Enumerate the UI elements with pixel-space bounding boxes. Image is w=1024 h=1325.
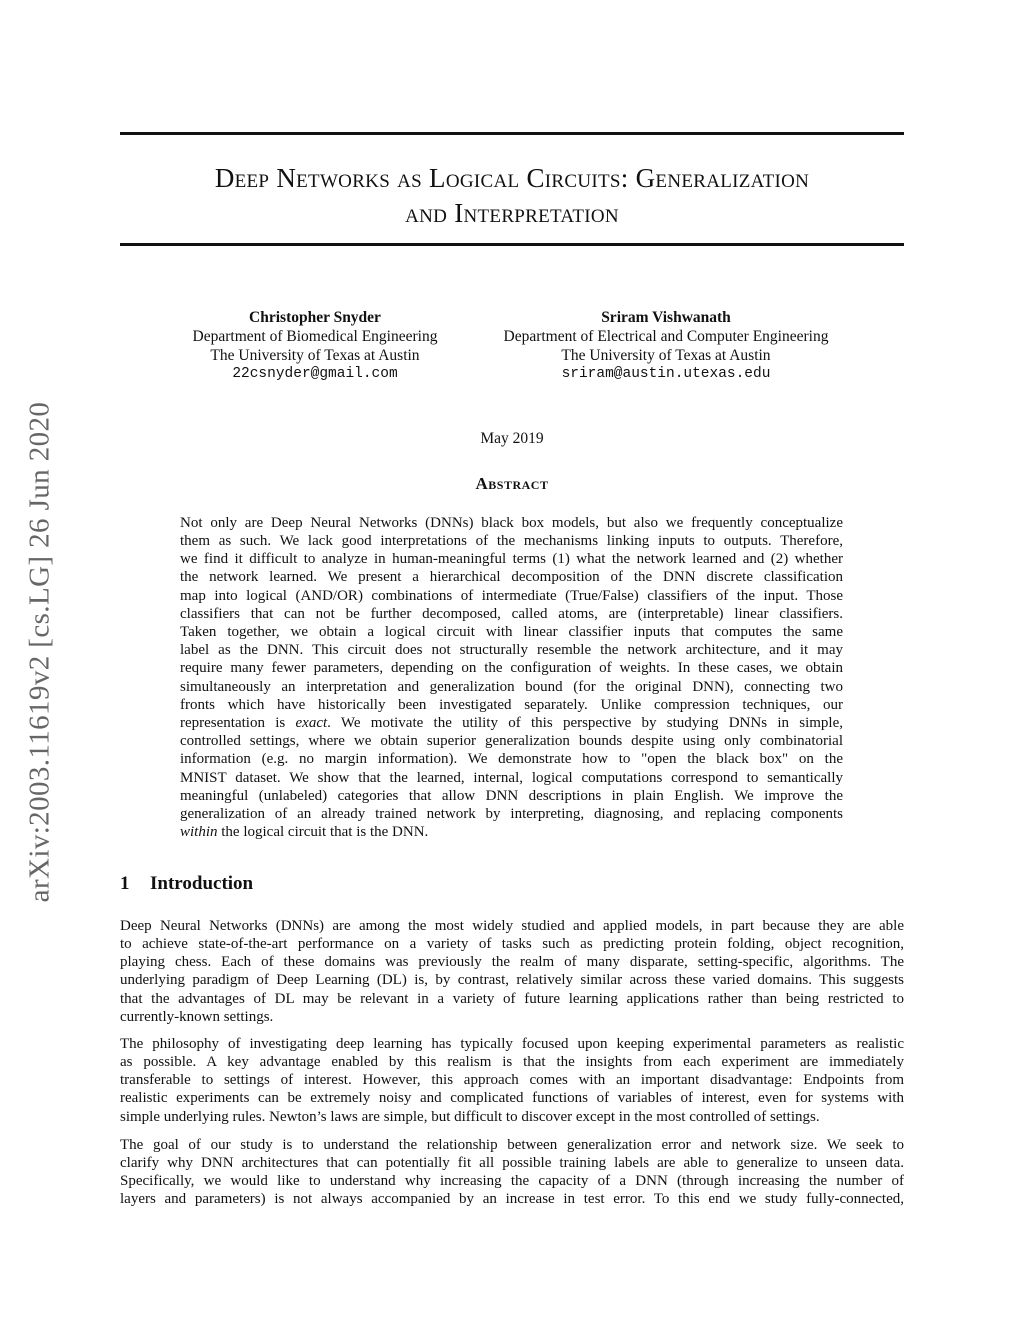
abstract-line: the network learned. We present a hierarchical decomposition of the DNN discrete classification — [180, 569, 843, 585]
author-block-2 — [480, 308, 852, 384]
author-name: Christopher Snyder — [249, 309, 381, 326]
abstract-text: the logical circuit that is the DNN. — [217, 824, 429, 840]
abstract-line: label as the DNN. This circuit does not structurally resemble the network architecture, and it may — [180, 642, 843, 658]
abstract-heading: Abstract — [475, 474, 549, 493]
abstract-text: representation is — [180, 715, 286, 731]
abstract-line: we find it difficult to analyze in human-meaningful terms (1) what the network learned and (2) whether — [180, 551, 843, 567]
section-title: Introduction — [150, 873, 254, 894]
abstract-emphasis: exact — [295, 715, 328, 731]
abstract-line: fronts which have historically been investigated separately. Unlike compression techniques, our — [180, 697, 843, 713]
body-line: playing chess. Each of these domains was previously the realm of many disparate, setting-specific, algorithms. The — [120, 954, 904, 970]
body-line: that the advantages of DL may be relevant in a variety of future learning applications rather than being restricted to — [120, 991, 904, 1007]
abstract-line: information (e.g. no margin information). We demonstrate how to "open the black box" on the — [180, 751, 843, 767]
abstract-line: Not only are Deep Neural Networks (DNNs) black box models, but also we frequently conceptualize — [180, 515, 843, 531]
abstract-line: controlled settings, where we obtain superior generalization bounds despite using only combinatorial — [180, 733, 843, 749]
abstract-line: meaningful (unlabeled) categories that allow DNN descriptions in plain English. We improve the — [180, 788, 843, 804]
paper-title-line-1: Deep Networks as Logical Circuits: Generalization — [214, 163, 810, 193]
abstract-line: MNIST dataset. We show that the learned, internal, logical computations correspond to semantically — [180, 770, 843, 786]
body-line: transferable to settings of interest. However, this approach comes with an important disadvantage: Endpoints from — [120, 1072, 904, 1088]
abstract-line: classifiers that can not be further decomposed, called atoms, are (interpretable) linear classifiers. — [180, 606, 843, 622]
section-number: 1 — [120, 873, 130, 894]
body-line: Specifically, we would like to understand why increasing the capacity of a DNN (through increasing the number of — [120, 1173, 904, 1189]
body-line: realistic experiments can be extremely noisy and complicated functions of variables of interest, even for systems with — [120, 1090, 904, 1106]
abstract-line: map into logical (AND/OR) combinations of intermediate (True/False) classifiers of the input. Those — [180, 588, 843, 604]
title-bottom-rule — [120, 243, 904, 246]
abstract-text: . We motivate the utility of this perspective by studying DNNs in simple, — [327, 715, 843, 731]
author-institution: The University of Texas at Austin — [561, 347, 771, 364]
body-line: clarify why DNN architectures that can potentially fit all possible training labels are able to generalize to unseen data. — [120, 1155, 904, 1171]
title-top-rule — [120, 132, 904, 135]
author-email[interactable]: sriram@austin.utexas.edu — [561, 366, 771, 382]
author-name: Sriram Vishwanath — [601, 309, 731, 326]
body-line: Deep Neural Networks (DNNs) are among the most widely studied and applied models, in part because they are able — [120, 918, 904, 934]
author-department: Department of Electrical and Computer Engineering — [503, 328, 829, 345]
author-department: Department of Biomedical Engineering — [192, 328, 438, 345]
abstract-line: Taken together, we obtain a logical circuit with linear classifier inputs that computes the same — [180, 624, 843, 640]
body-line: layers and parameters) is not always accompanied by an increase in test error. To this end we study fully-connected, — [120, 1191, 904, 1207]
body-line: The goal of our study is to understand the relationship between generalization error and network size. We seek to — [120, 1137, 904, 1153]
arxiv-identifier-stamp: arXiv:2003.11619v2 [cs.LG] 26 Jun 2020 — [23, 401, 56, 903]
author-institution: The University of Texas at Austin — [210, 347, 420, 364]
author-email[interactable]: 22csnyder@gmail.com — [232, 366, 398, 382]
abstract-line: generalization of an already trained network by interpreting, diagnosing, and replacing components — [180, 806, 843, 822]
abstract-line: require many fewer parameters, depending on the configuration of weights. In these cases, we obtain — [180, 660, 843, 676]
section-heading — [120, 873, 253, 895]
publication-date: May 2019 — [480, 430, 544, 447]
abstract-line: them as such. We lack good interpretations of the mechanisms linking inputs to outputs. Therefore, — [180, 533, 843, 549]
body-line: as possible. A key advantage enabled by this realism is that the insights from each experiment are immediately — [120, 1054, 904, 1070]
author-block-1 — [165, 308, 465, 384]
abstract-line — [180, 823, 843, 841]
body-line: to achieve state-of-the-art performance on a variety of tasks such as predicting protein folding, object recognition, — [120, 936, 904, 952]
body-line: underlying paradigm of Deep Learning (DL) is, by contrast, relatively similar across these varied domains. This suggests — [120, 972, 904, 988]
abstract-line — [180, 714, 843, 732]
body-line: currently-known settings. — [120, 1009, 274, 1025]
paper-title-line-2: and Interpretation — [405, 198, 619, 228]
abstract-line: simultaneously an interpretation and generalization bound (for the original DNN), connecting two — [180, 679, 843, 695]
abstract-emphasis: within — [180, 824, 218, 840]
body-line: The philosophy of investigating deep learning has typically focused upon keeping experimental parameters as realistic — [120, 1036, 904, 1052]
body-line: simple underlying rules. Newton’s laws are simple, but difficult to discover except in the most controlled of settings. — [120, 1109, 820, 1125]
